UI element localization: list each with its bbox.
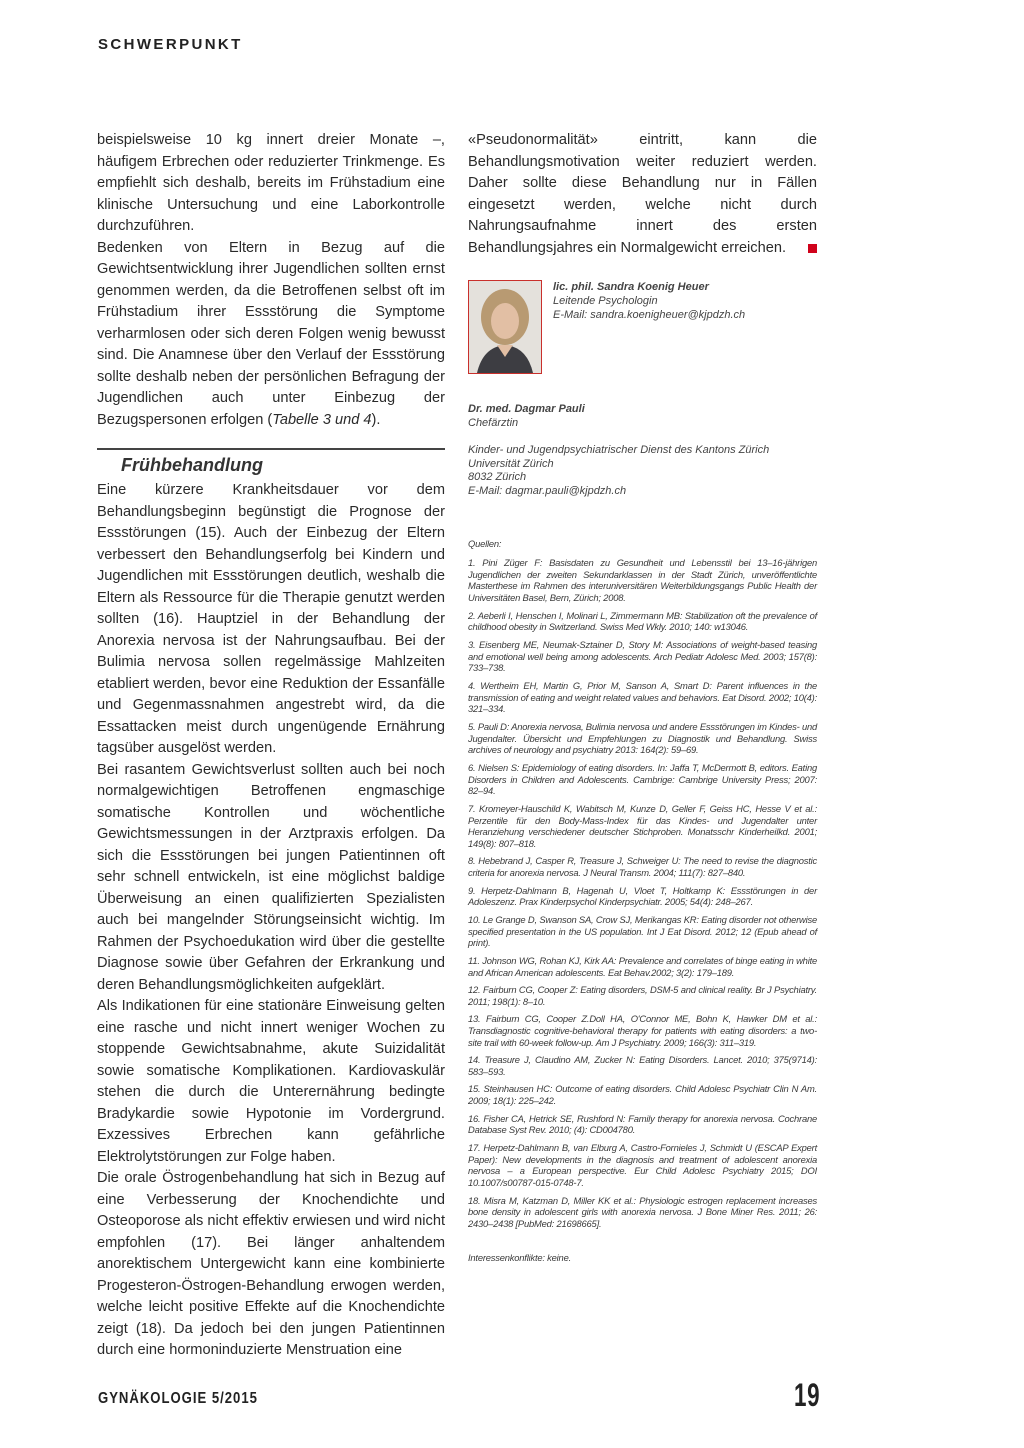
reference-item: 11. Johnson WG, Rohan KJ, Kirk AA: Prevalence and correlates of binge eating in white and African American adolescents. Eat Behav.2002; 3(2): 179–189. — [468, 954, 817, 978]
references-list — [468, 557, 817, 1230]
reference-item: 15. Steinhausen HC: Outcome of eating disorders. Child Adolesc Psychiatr Clin N Am. 2009; 18(1): 225–242. — [468, 1083, 817, 1107]
reference-item: 8. Hebebrand J, Casper R, Treasure J, Schweiger U: The need to revise the diagnostic criteria for anorexia nervosa. J Neural Transm. 2004; 111(7): 827–840. — [468, 855, 817, 879]
reference-item: 3. Eisenberg ME, Neumak-Sztainer D, Story M: Associations of weight-based teasing and emotional well being among adolescents. Arch Pediatr Adolesc Med. 2003; 157(8): 733–738. — [468, 638, 817, 674]
section-heading: Frühbehandlung — [121, 455, 263, 475]
author-name: Dr. med. Dagmar Pauli — [468, 403, 585, 415]
paragraph: Bei rasantem Gewichtsverlust sollten auch bei noch normalgewichtigen Betroffenen engmaschige somatische Kontrollen und wöchentliche Gewichtsmessungen in der Arztpraxis erfolgen. Da sich die Essstörungen bei jungen Patientinnen oft sehr schnell entwickeln, ist eine möglichst baldige Überweisung an einen qualifizierten Spezialisten auch bei mangelnder Störungseinsicht wichtig. Im Rahmen der Psychoedukation wird über die gestellte Diagnose sowie über Gefahren der Erkrankung und deren Behandlungsmöglichkeiten aufgeklärt. — [97, 761, 445, 993]
reference-item: 17. Herpetz-Dahlmann B, van Elburg A, Castro-Fornieles J, Schmidt U (ESCAP Expert Paper): New developments in the diagnosis and treatment of adolescent anorexia nervosa – a European perspective. Eur Child Adolesc Psychiatry 2015; DOI 10.1007/s00787-015-0748-7. — [468, 1141, 817, 1189]
portrait-image — [469, 281, 541, 373]
author-role: Chefärztin — [468, 416, 519, 429]
author-email: E-Mail: dagmar.pauli@kjpdzh.ch — [468, 484, 627, 497]
paragraph: «Pseudonormalität» eintritt, kann die Behandlungsmotivation weiter reduziert werden. Daher sollte diese Behandlung nur in Fällen eingesetzt werden, welche nicht durch Nahrungsaufnahme innert des ersten Behandlungsjahres ein Normalgewicht erreichen. — [468, 132, 817, 256]
author-block — [468, 280, 817, 380]
reference-item: 12. Fairburn CG, Cooper Z: Eating disorders, DSM-5 and clinical reality. Br J Psychiatry. 2011; 198(1): 8–10. — [468, 984, 817, 1007]
paragraph: beispielsweise 10 kg innert dreier Monate –, häufigem Erbrechen oder reduzierter Trinkmenge. Es empfiehlt sich deshalb, bereits im Frühstadium eine klinische Untersuchung und eine Laborkontrolle durchzuführen. — [97, 132, 445, 234]
author-email: E-Mail: sandra.koenigheuer@kjpdzh.ch — [553, 309, 746, 321]
author-affiliation: Universität Zürich — [468, 457, 554, 470]
journal-footer: GYNÄKOLOGIE 5/2015 — [98, 1390, 258, 1407]
author-affiliation: Kinder- und Jugendpsychiatrischer Dienst des Kantons Zürich — [468, 444, 770, 456]
paragraph: Als Indikationen für eine stationäre Einweisung gelten eine rasche und nicht innert weniger Wochen zu stoppende Gewichtsabnahme, akute Suizidalität sowie somatische Komplikationen. Kardiovaskulär stehen die durch die Unterernährung bedingte Bradykardie sowie Hypotonie im Vordergrund. Exzessives Erbrechen kann gefährliche Elektrolytstörungen zur Folge haben. — [97, 998, 445, 1165]
reference-item: 18. Misra M, Katzman D, Miller KK et al.: Physiologic estrogen replacement increases bone density in adolescent girls with anorexia nervosa. J Bone Miner Res. 2011; 26: 2430–2438 [PubMed: 21698665]. — [468, 1194, 817, 1230]
reference-item: 9. Herpetz-Dahlmann B, Hagenah U, Vloet T, Holtkamp K: Essstörungen in der Adoleszenz. Prax Kinderpsychol Kinderpsychiatr. 2005; 54(4): 248–267. — [468, 884, 817, 908]
reference-item: 14. Treasure J, Claudino AM, Zucker N: Eating Disorders. Lancet. 2010; 375(9714): 583–593. — [468, 1054, 817, 1077]
author-info — [468, 403, 769, 498]
author-name: lic. phil. Sandra Koenig Heuer — [553, 281, 709, 293]
references — [468, 538, 817, 1264]
left-column — [97, 130, 445, 1362]
paragraph: Die orale Östrogenbehandlung hat sich in Bezug auf eine Verbesserung der Knochendichte und Osteoporose als nicht effektiv erwiesen und wird nicht empfohlen (17). Bei länger anhaltendem anorektischem Untergewicht kann eine kombinierte Progesteron-Östrogen-Behandlung erwogen werden, welche leicht positive Effekte auf die Knochendichte zeigt (18). Da jedoch bei den jungen Patientinnen durch eine hormoninduzierte Menstruation eine — [97, 1170, 445, 1358]
end-of-article-mark — [808, 244, 817, 253]
right-column — [468, 130, 817, 1263]
section-label: SCHWERPUNKT — [98, 36, 243, 53]
paragraph: Eine kürzere Krankheitsdauer vor dem Behandlungsbeginn begünstigt die Prognose der Essstörungen (15). Auch der Einbezug der Eltern verbessert den Behandlungserfolg bei Kindern und Jugendlichen mit Essstörungen deutlich, weshalb die Eltern als Ressource für die Therapie genutzt werden sollten (16). Hauptziel in der Behandlung der Anorexia nervosa ist der Nahrungsaufbau. Bei der Bulimia nervosa sollen regelmässige Mahlzeiten etabliert werden, bevor eine Reduktion der Essanfälle und Gegenmassnahmen angestrebt wird, da die Essattacken meist durch ungenügende Ernährung tagsüber ausgelöst werden. — [97, 482, 445, 756]
reference-item: 13. Fairburn CG, Cooper Z.Doll HA, O'Connor ME, Bohn K, Hawker DM et al.: Transdiagnostic cognitive-behavioral therapy for patients with eating disorders: a two-site trail with 60-week follow-up. Am J Psychiatry. 2009; 166(3): 311–319. — [468, 1013, 817, 1048]
table-reference: Tabelle 3 und 4 — [272, 411, 372, 428]
author-affiliation: 8032 Zürich — [468, 471, 527, 483]
conflict-statement: Interessenkonflikte: keine. — [468, 1251, 571, 1263]
references-title: Quellen: — [468, 538, 502, 549]
paragraph: Bedenken von Eltern in Bezug auf die Gewichtsentwicklung ihrer Jugendlichen sollten ernst genommen werden, da die Betroffenen selbst oft im Frühstadium ihrer Essstörung die Symptome verharmlosen oder sich deren Folgen wenig bewusst sind. Die Anamnese über den Verlauf der Essstörung sollte deshalb neben der persönlichen Befragung der Jugendlichen auch unter Einbezug der Bezugspersonen erfolgen (Tabelle 3 und 4). — [97, 239, 445, 428]
reference-item: 6. Nielsen S: Epidemiology of eating disorders. In: Jaffa T, McDermott B, editors. Eating Disorders in Children and Adolescents. Cambrige: Cambrige University Press; 2007: 82–94. — [468, 761, 817, 797]
author-info — [553, 280, 745, 322]
reference-item: 1. Pini Züger F: Basisdaten zu Gesundheit und Lebensstil bei 13–16-jährigen Jugendlichen der zweiten Sekundarklassen in der Stadt Zürich, unveröffentlichte Masterthese im Rahmen des interuniversitären Weiterbildungsgangs Public Health der Universitäten Basel, Bern, Zürich; 2008. — [468, 556, 817, 604]
reference-item: 5. Pauli D: Anorexia nervosa, Bulimia nervosa und andere Essstörungen im Kindes- und Jugendalter. Übersicht und Empfehlungen zu Diagnostik und Behandlung. Swiss archives of neurology and psychiatry 2013: 164(2): 59–69. — [468, 720, 817, 756]
reference-item: 16. Fisher CA, Hetrick SE, Rushford N: Family therapy for anorexia nervosa. Cochrane Database Syst Rev. 2010; (4): CD004780. — [468, 1112, 817, 1136]
section-divider — [97, 448, 445, 450]
reference-item: 10. Le Grange D, Swanson SA, Crow SJ, Merikangas KR: Eating disorder not otherwise specified presentation in the US population. Int J Eat Disord. 2012; 12 (Epub ahead of print). — [468, 913, 817, 949]
reference-item: 2. Aeberli I, Henschen I, Molinari L, Zimmermann MB: Stabilization oft the prevalence of childhood obesity in Switzerland. Swiss Med Wkly. 2010; 140: w13046. — [468, 609, 817, 633]
author-role: Leitende Psychologin — [553, 295, 658, 307]
reference-item: 7. Kromeyer-Hauschild K, Wabitsch M, Kunze D, Geller F, Geiss HC, Hesse V et al.: Perzentile für den Body-Mass-Index für das Kindes- und Jugendalter unter Heranziehung verschiedener deutscher Stichproben. Monatsschr Kinderheilkd. 2001; 149(8): 807–818. — [468, 802, 817, 850]
author-photo — [468, 280, 542, 374]
page-number: 19 — [794, 1377, 821, 1413]
reference-item: 4. Wertheim EH, Martin G, Prior M, Sanson A, Smart D: Parent influences in the transmission of eating and weight related values and behaviors. Eat Disord. 2002; 10(4): 321–334. — [468, 679, 817, 715]
